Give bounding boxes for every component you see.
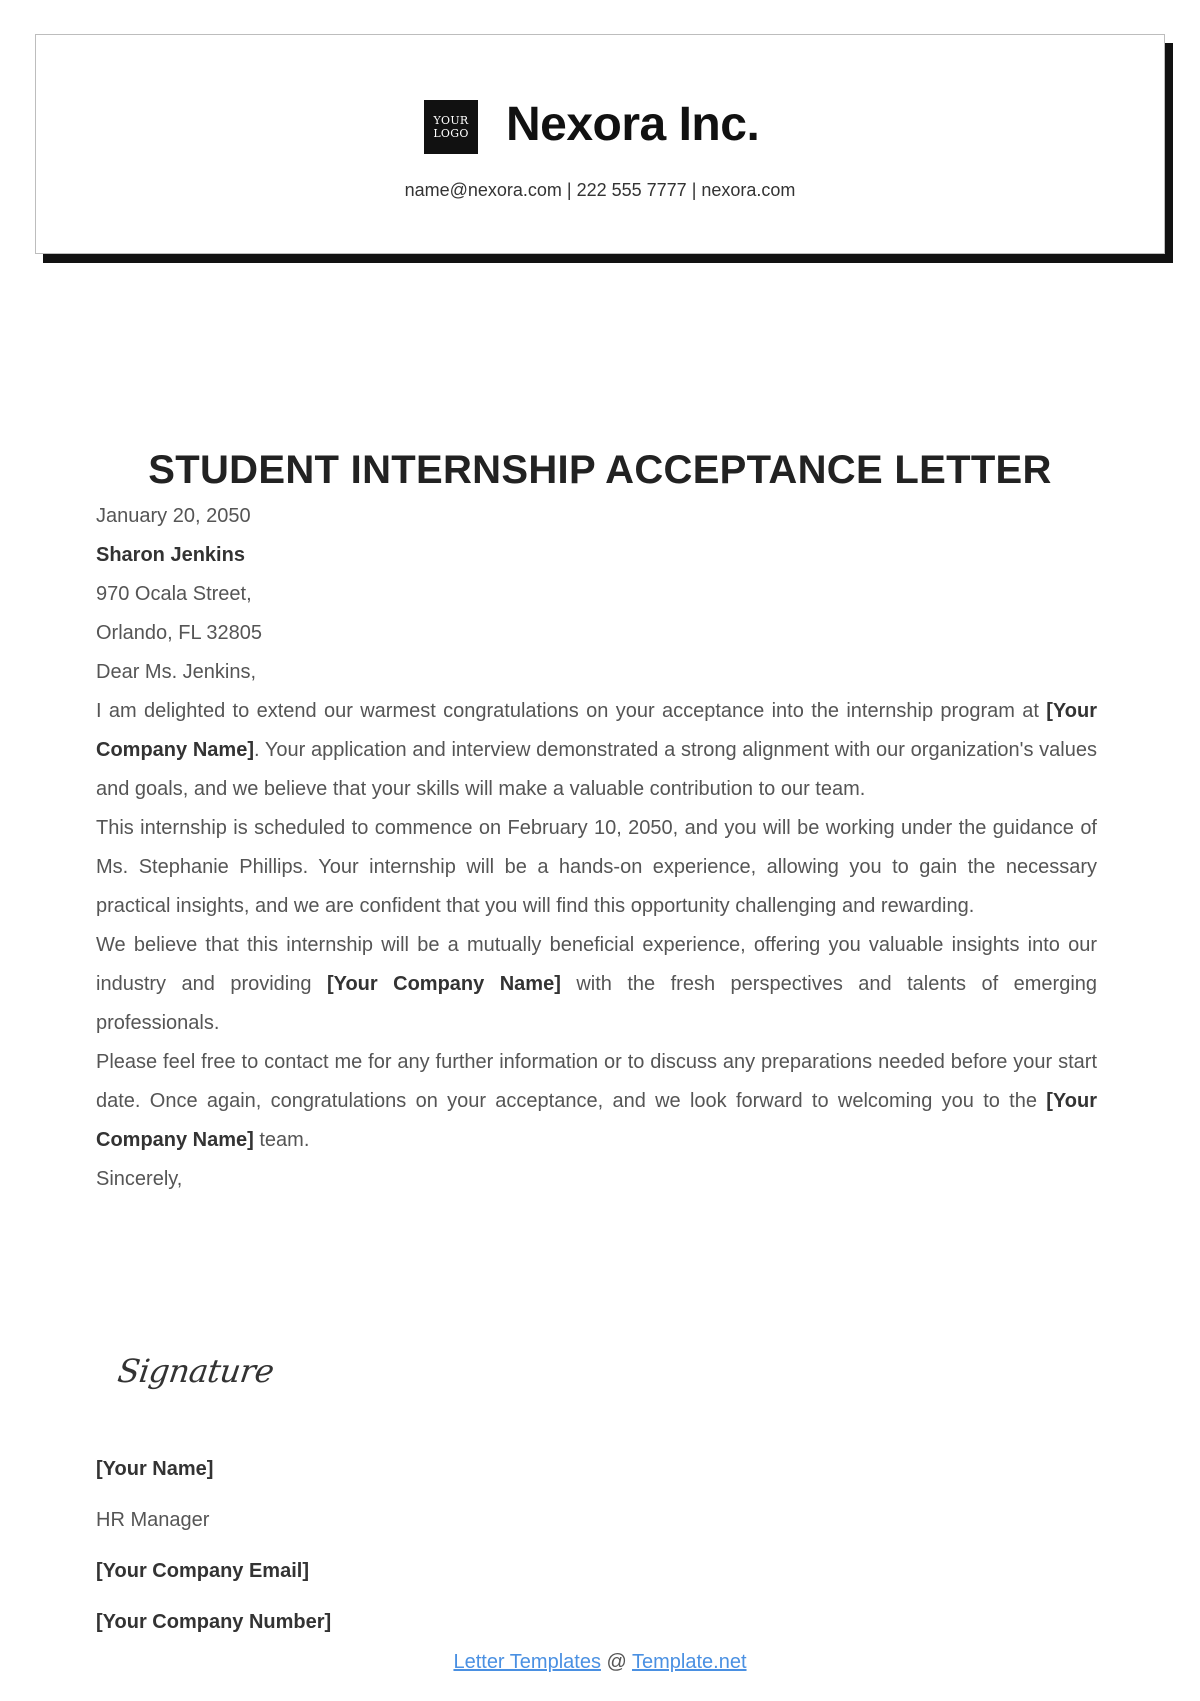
company-contact-line: name@nexora.com | 222 555 7777 | nexora.com <box>404 180 796 200</box>
letterhead <box>35 34 1165 254</box>
logo-text-line1: YOUR <box>433 114 469 127</box>
template-net-link[interactable]: Template.net <box>632 1651 747 1673</box>
paragraph-4 <box>96 1043 1097 1160</box>
paragraph-3 <box>96 926 1097 1043</box>
paragraph-text: Please feel free to contact me for any further information or to discuss any preparations needed before your start date. Once again, congratulations on your acceptance, and we look forward to welcoming you to the <box>96 1051 1097 1112</box>
company-name: Nexora Inc. <box>506 98 760 151</box>
sender-name: [Your Name] <box>96 1458 214 1480</box>
letter-body <box>96 497 1097 1199</box>
letter-date: January 20, 2050 <box>96 505 251 527</box>
paragraph-1 <box>96 692 1097 809</box>
company-name-placeholder: [Your Company Name] <box>96 700 1097 761</box>
company-name-placeholder: [Your Company Name] <box>96 1090 1097 1151</box>
company-name-placeholder: [Your Company Name] <box>326 973 561 995</box>
paragraph-text: . Your application and interview demonstrated a strong alignment with our organization's values and goals, and we believe that your skills will make a valuable contribution to our team. <box>96 739 1097 800</box>
sender-email: [Your Company Email] <box>96 1560 309 1582</box>
paragraph-text: team. <box>253 1129 310 1151</box>
paragraph-text: We believe that this internship will be a mutually beneficial experience, offering you valuable insights into our industry and providing <box>96 934 1097 995</box>
paragraph-2 <box>96 809 1097 926</box>
signature-image: Signature <box>115 1352 277 1390</box>
signature-block <box>96 1444 331 1648</box>
recipient-name: Sharon Jenkins <box>96 544 245 566</box>
recipient-address-line1: 970 Ocala Street, <box>96 583 252 605</box>
document-title: STUDENT INTERNSHIP ACCEPTANCE LETTER <box>148 448 1052 492</box>
closing: Sincerely, <box>96 1168 183 1190</box>
letter-templates-link[interactable]: Letter Templates <box>453 1651 601 1673</box>
sender-number: [Your Company Number] <box>96 1611 332 1633</box>
paragraph-text: I am delighted to extend our warmest congratulations on your acceptance into the internship program at <box>96 700 1047 722</box>
recipient-address-line2: Orlando, FL 32805 <box>96 622 263 644</box>
footer <box>0 1649 1200 1675</box>
company-logo-placeholder <box>424 100 478 154</box>
paragraph-text: This internship is scheduled to commence on February 10, 2050, and you will be working under the guidance of Ms. Stephanie Phillips. Your internship will be a hands-on experience, allowing you to gain the necessary practical insights, and we are confident that you will find this opportunity challenging and rewarding. <box>96 817 1097 917</box>
salutation: Dear Ms. Jenkins, <box>96 661 257 683</box>
paragraph-text: with the fresh perspectives and talents of emerging professionals. <box>96 973 1098 1034</box>
footer-separator: @ <box>600 1651 633 1673</box>
logo-text-line2: LOGO <box>433 127 469 140</box>
sender-position: HR Manager <box>96 1509 210 1531</box>
